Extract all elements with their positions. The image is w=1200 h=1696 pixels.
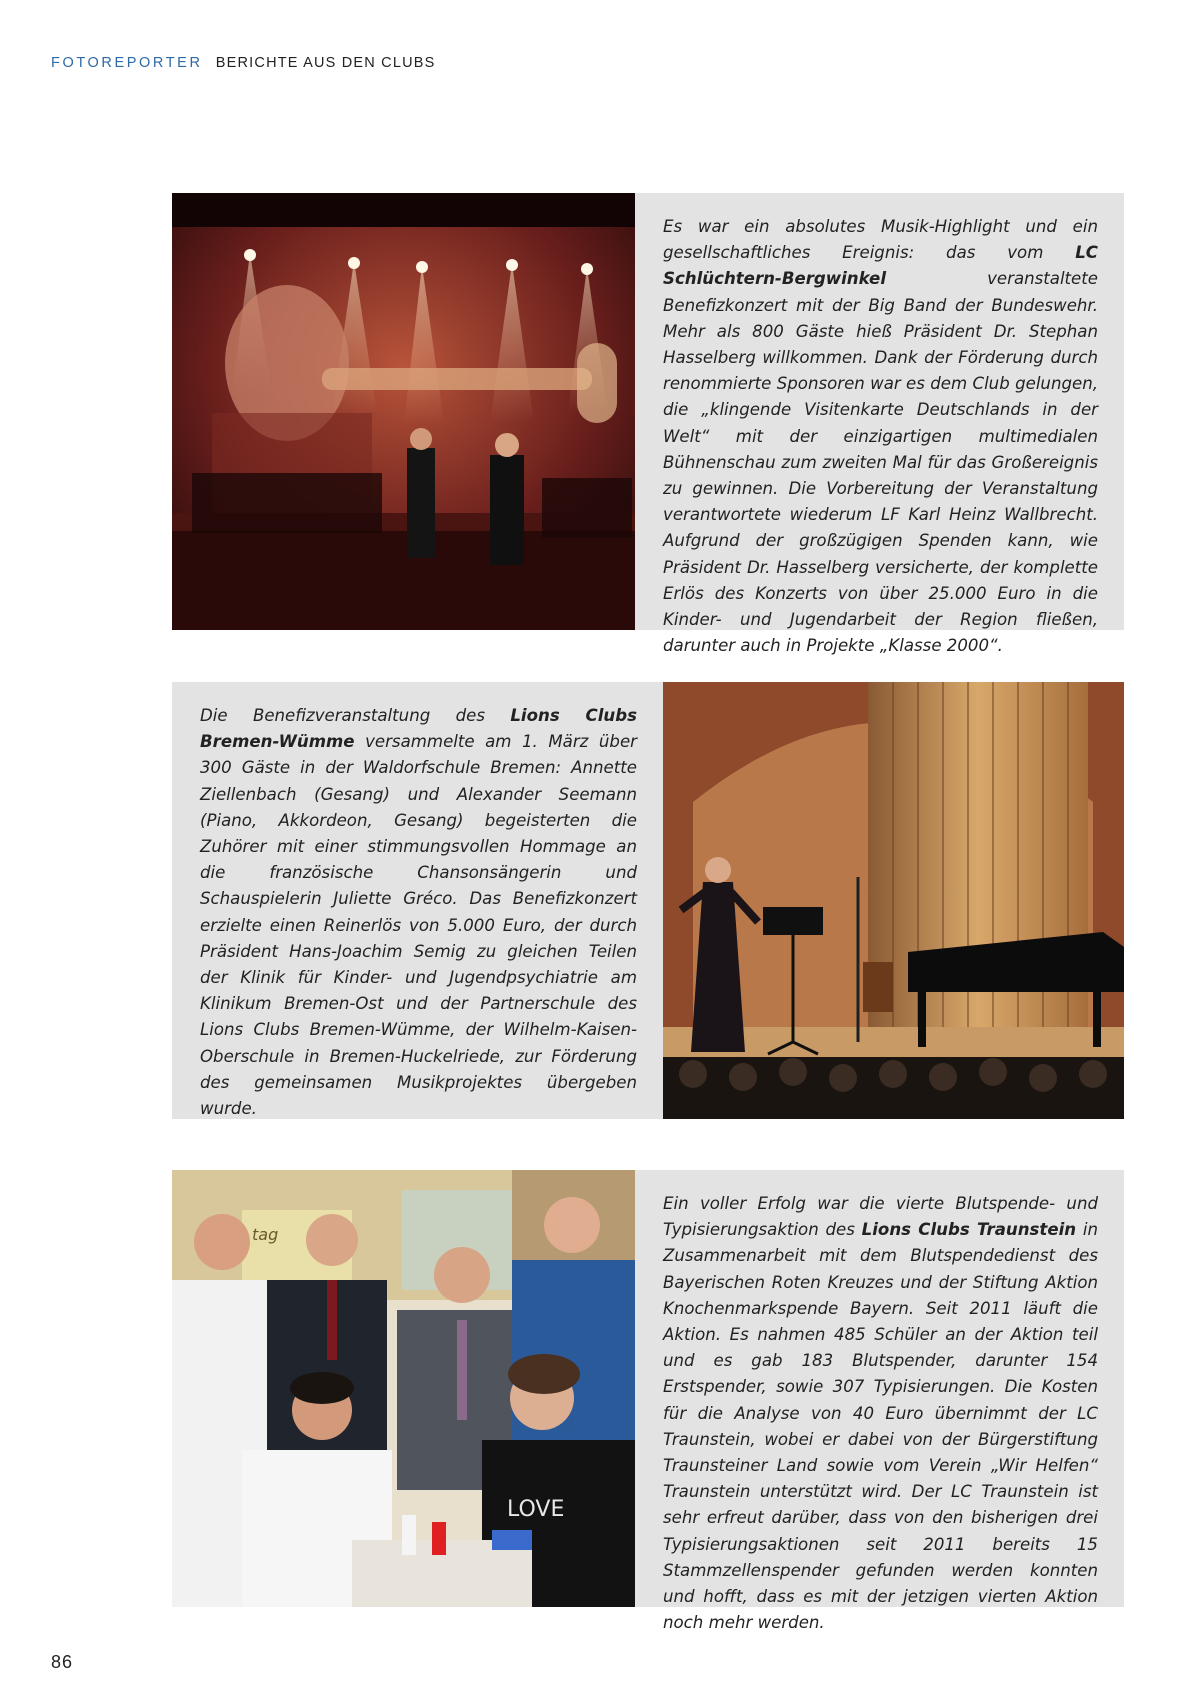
section-title: FOTOREPORTER (51, 55, 203, 71)
page-number: 86 (51, 1652, 74, 1672)
photo-big-band-concert (172, 193, 635, 630)
article-text: Es war ein absolutes Musik-Highlight und ein gesellschaftliches Ereignis: das vom LC Schlüchtern-Bergwinkel veranstaltete Benefizkonzert mit der Big Band der Bundeswehr. Mehr als 800 Gäste hieß Präsident Dr. Stephan Hasselberg willkommen. Dank der Förderung durch renommierte Sponsoren war es dem Club gelungen, die „klingende Visitenkarte Deutschlands in der Welt“ mit der einzigartigen multimedialen Bühnenschau zum zweiten Mal für das Großereignis zu gewinnen. Die Vorbereitung der Veranstaltung verantwortete wiederum LF Karl Heinz Wallbrecht. Aufgrund der großzügigen Spenden kann, wie Präsident Dr. Hasselberg versicherte, der komplette Erlös des Konzerts von über 25.000 Euro in die Kinder- und Jugendarbeit der Region fließen, darunter auch in Projekte „Klasse 2000“. (663, 217, 1098, 656)
stage-banner-text: tag (252, 1225, 279, 1244)
article-text-box (635, 193, 1124, 656)
photo-chanson-recital (663, 682, 1124, 1119)
section-subtitle: BERICHTE AUS DEN CLUBS (215, 55, 436, 71)
photo-blood-donation (172, 1170, 635, 1607)
article-schluechtern (172, 193, 1124, 656)
article-traunstein (172, 1170, 1124, 1633)
club-name: LC Schlüchtern-Bergwinkel (663, 243, 1098, 289)
running-head (51, 55, 436, 71)
article-text-box (172, 682, 663, 1119)
shirt-print-text: LOVE (507, 1497, 565, 1522)
article-text-box (635, 1170, 1124, 1633)
club-name: Lions Clubs Traunstein (861, 1220, 1077, 1240)
article-bremen-wuemme (172, 682, 1124, 1119)
article-text: Ein voller Erfolg war die vierte Blutspende- und Typisierungsaktion des Lions Clubs Traunstein in Zusammenarbeit mit dem Blutspendedienst des Bayerischen Roten Kreuzes und der Stiftung Aktion Knochenmarkspende Bayern. Seit 2011 läuft die Aktion. Es nahmen 485 Schüler an der Aktion teil und es gab 183 Blutspender, darunter 154 Erstspender, sowie 307 Typisierungen. Die Kosten für die Analyse von 40 Euro übernimmt der LC Traunstein, wobei er dabei von der Bürgerstiftung Traunsteiner Land sowie vom Verein „Wir Helfen“ Traunstein unterstützt wird. Der LC Traunstein ist sehr erfreut darüber, dass von den bisherigen drei Typisierungsaktionen seit 2011 bereits 15 Stammzellenspender gefunden werden konnten und hofft, dass es mit der jetzigen vierten Aktion noch mehr werden. (663, 1194, 1098, 1633)
club-name: Lions Clubs Bremen-Wümme (200, 706, 637, 752)
article-text: Die Benefizveranstaltung des Lions Clubs Bremen-Wümme versammelte am 1. März über 300 Gäste in der Waldorfschule Bremen: Annette Ziellenbach (Gesang) und Alexander Seemann (Piano, Akkordeon, Gesang) begeisterten die Zuhörer mit einer stimmungsvollen Hommage an die französische Chansonsängerin und Schauspielerin Juliette Gréco. Das Benefizkonzert erzielte einen Reinerlös von 5.000 Euro, der durch Präsident Hans-Joachim Semig zu gleichen Teilen der Klinik für Kinder- und Jugendpsychiatrie am Klinikum Bremen-Ost und der Partnerschule des Lions Clubs Bremen-Wümme, der Wilhelm-Kaisen-Oberschule in Bremen-Huckelriede, zur Förderung des gemeinsamen Musikprojektes übergeben wurde. (200, 706, 637, 1119)
